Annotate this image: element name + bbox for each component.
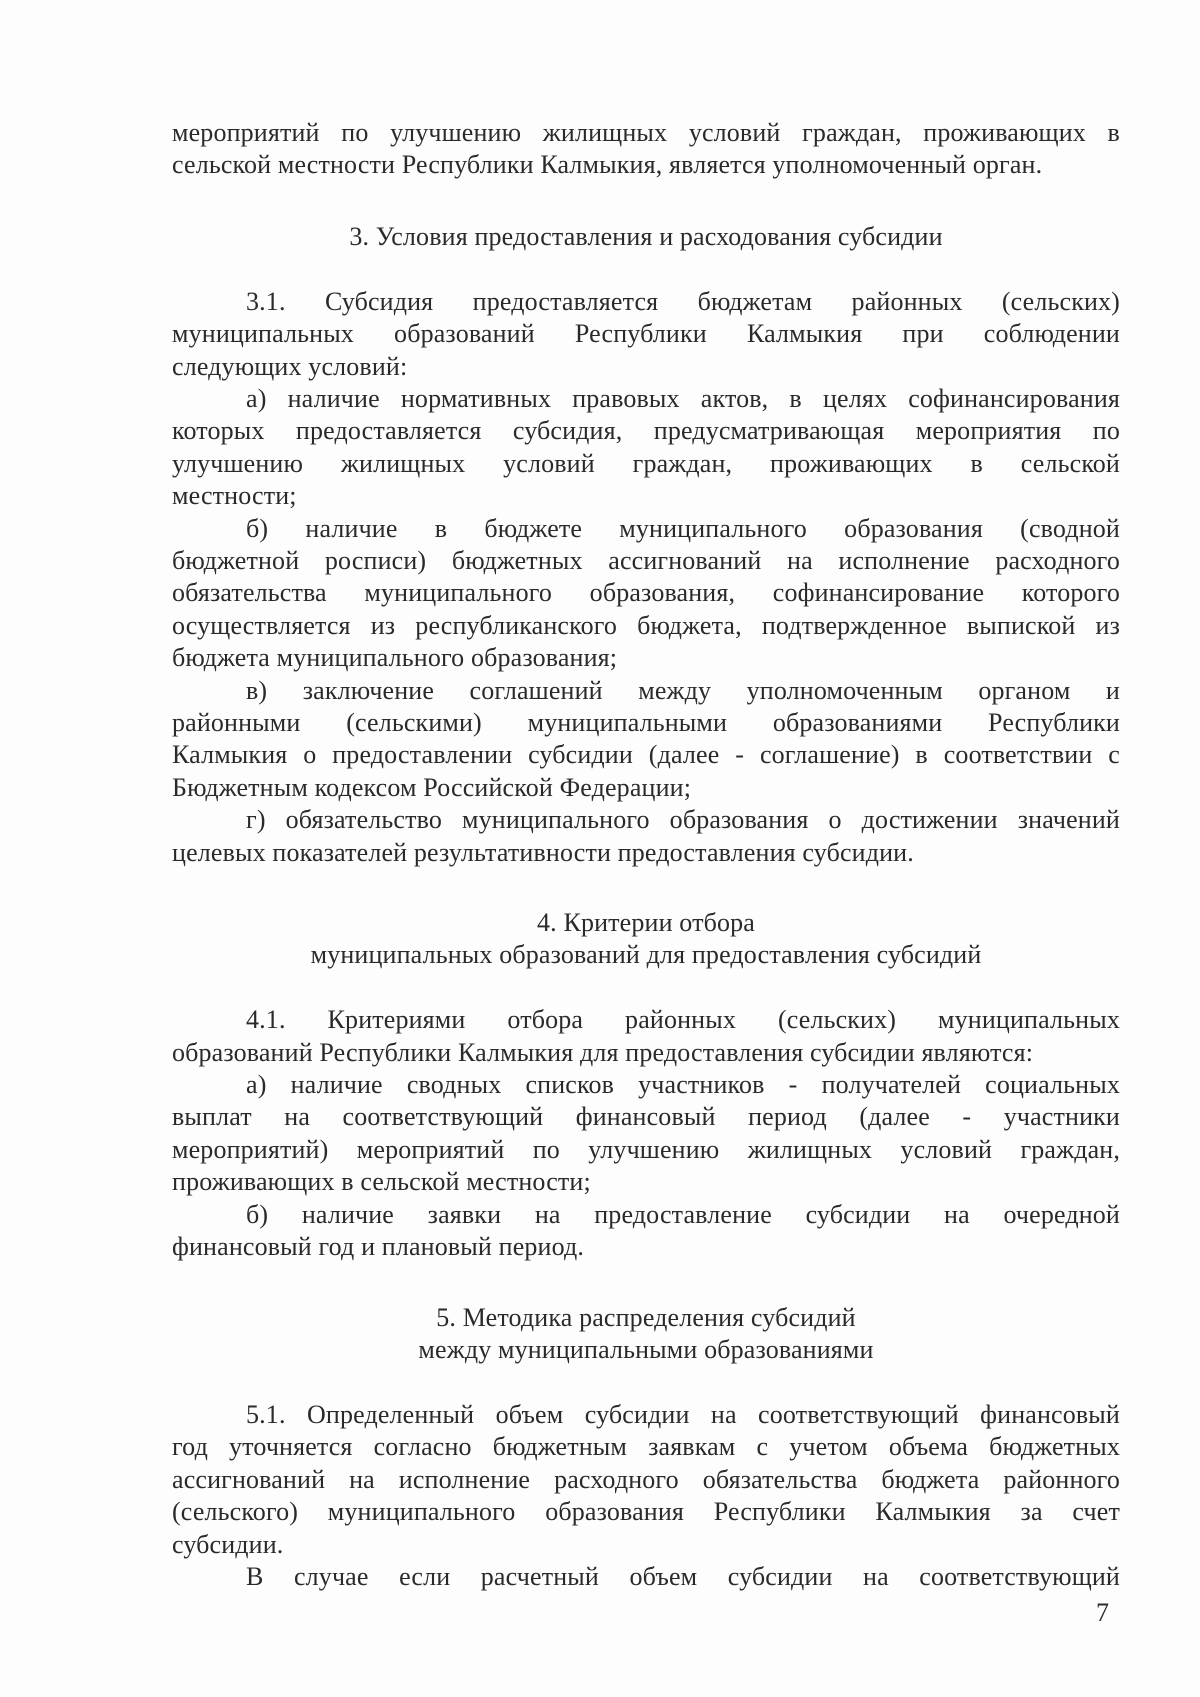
text-line: образований Республики Калмыкия для предоставления субсидии являются: <box>172 1038 1034 1067</box>
text-line: проживающих в сельской местности; <box>172 1167 591 1196</box>
paragraph-start: В случае если расчетный объем субсидии на соответствующий <box>246 1562 1120 1591</box>
text-line: финансовый год и плановый период. <box>172 1232 585 1261</box>
section-heading-3: 3. Условия предоставления и расходования субсидии <box>349 222 943 251</box>
text-line: улучшению жилищных условий граждан, проживающих в сельской <box>172 449 1120 478</box>
text-line: местности; <box>172 481 297 510</box>
text-line: целевых показателей результативности предоставления субсидии. <box>172 838 914 867</box>
text-line: которых предоставляется субсидия, предусматривающая мероприятия по <box>172 416 1120 445</box>
text-line: Бюджетным кодексом Российской Федерации; <box>172 773 692 802</box>
text-line: бюджетной росписи) бюджетных ассигнований на исполнение расходного <box>172 546 1120 575</box>
text-line: обязательства муниципального образования, софинансирование которого <box>172 578 1120 607</box>
section-heading-5-subtitle: между муниципальными образованиями <box>418 1335 874 1364</box>
section-heading-4: 4. Критерии отбора <box>537 908 755 937</box>
paragraph-3-1-start: 3.1. Субсидия предоставляется бюджетам районных (сельских) <box>246 287 1120 316</box>
text-line: районными (сельскими) муниципальными образованиями Республики <box>172 708 1120 737</box>
text-line: муниципальных образований Республики Калмыкия при соблюдении <box>172 319 1120 348</box>
text-line: осуществляется из республиканского бюджета, подтвержденное выпиской из <box>172 611 1120 640</box>
text-line: ассигнований на исполнение расходного обязательства бюджета районного <box>172 1465 1120 1494</box>
page-number: 7 <box>1096 1598 1109 1627</box>
text-line: Калмыкия о предоставлении субсидии (далее - соглашение) в соответствии с <box>172 740 1120 769</box>
text-line: мероприятий) мероприятий по улучшению жилищных условий граждан, <box>172 1135 1120 1164</box>
text-line: субсидии. <box>172 1530 284 1559</box>
list-item-g: г) обязательство муниципального образования о достижении значений <box>246 805 1120 834</box>
section-heading-5: 5. Методика распределения субсидий <box>436 1303 856 1332</box>
list-item-b: б) наличие заявки на предоставление субсидии на очередной <box>246 1200 1120 1229</box>
text-line: выплат на соответствующий финансовый период (далее - участники <box>172 1102 1120 1131</box>
section-heading-4-subtitle: муниципальных образований для предоставления субсидий <box>310 940 982 969</box>
text-line: бюджета муниципального образования; <box>172 643 618 672</box>
text-line: мероприятий по улучшению жилищных условий граждан, проживающих в <box>172 118 1120 147</box>
list-item-a: а) наличие нормативных правовых актов, в целях софинансирования <box>246 384 1120 413</box>
text-line: следующих условий: <box>172 352 408 381</box>
paragraph-4-1-start: 4.1. Критериями отбора районных (сельских) муниципальных <box>246 1005 1120 1034</box>
text-line: сельской местности Республики Калмыкия, является уполномоченный орган. <box>172 150 1043 179</box>
list-item-a: а) наличие сводных списков участников - получателей социальных <box>246 1070 1120 1099</box>
text-line: год уточняется согласно бюджетным заявкам с учетом объема бюджетных <box>172 1432 1120 1461</box>
list-item-v: в) заключение соглашений между уполномоченным органом и <box>246 676 1120 705</box>
text-line: (сельского) муниципального образования Республики Калмыкия за счет <box>172 1497 1120 1526</box>
list-item-b: б) наличие в бюджете муниципального образования (сводной <box>246 514 1120 543</box>
paragraph-5-1-start: 5.1. Определенный объем субсидии на соответствующий финансовый <box>246 1400 1120 1429</box>
